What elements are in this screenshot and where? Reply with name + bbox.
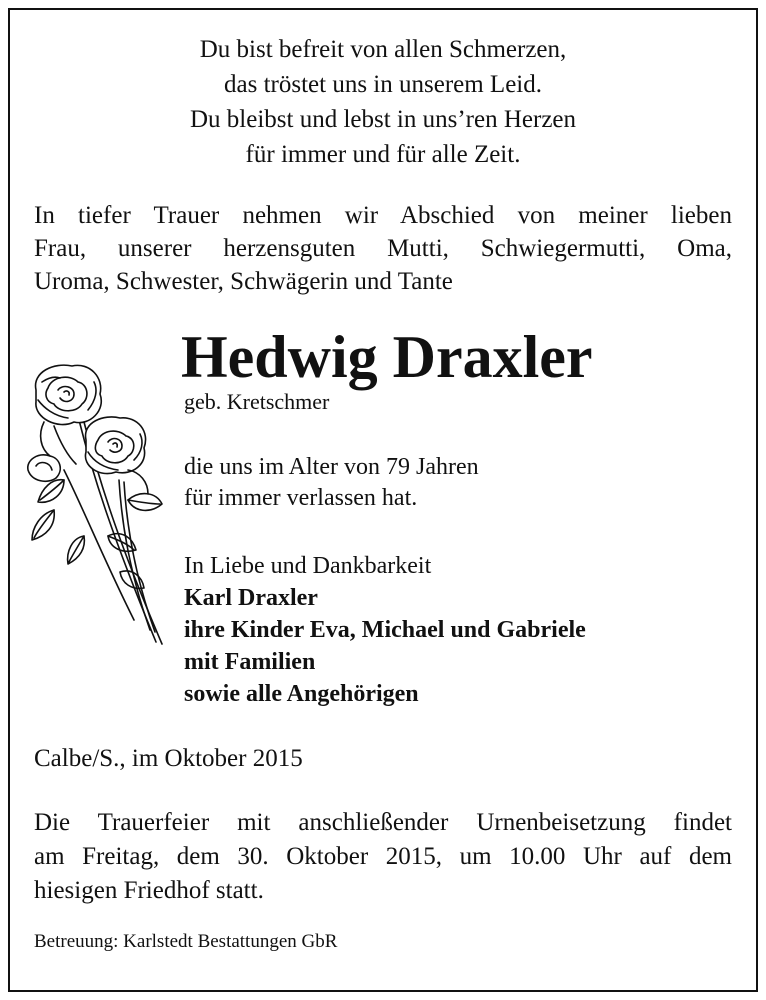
poem [0,32,766,172]
roses-icon [24,360,174,650]
mourner-name: mit Familien [184,649,316,675]
funeral-line: hiesigen Friedhof statt. [34,877,264,904]
intro-line: Uroma, Schwester, Schwägerin und Tante [34,268,453,295]
poem-line: Du bist befreit von allen Schmerzen, [199,36,567,63]
mourner-name: Karl Draxler [184,585,318,611]
funeral-info [34,806,732,908]
intro-line: Frau, unserer herzensguten Mutti, Schwiegermutti, Oma, [34,235,732,262]
mourners-block [184,550,586,710]
funeral-line: am Freitag, dem 30. Oktober 2015, um 10.00 Uhr auf dem [34,843,732,870]
age-line: für immer verlassen hat. [184,485,418,511]
mourner-name: ihre Kinder Eva, Michael und Gabriele [184,617,586,643]
poem-line: Du bleibst und lebst in uns’ren Herzen [189,106,577,133]
poem-line: für immer und für alle Zeit. [245,141,521,168]
age-text [184,452,479,514]
age-line: die uns im Alter von 79 Jahren [184,454,479,480]
deceased-name: Hedwig Draxler [181,324,593,390]
poem-line: das tröstet uns in unserem Leid. [224,71,542,98]
funeral-line: Die Trauerfeier mit anschließender Urnenbeisetzung findet [34,809,732,836]
place-date: Calbe/S., im Oktober 2015 [34,745,303,772]
intro-text [34,199,732,298]
maiden-name: geb. Kretschmer [184,389,330,414]
undertaker-credit: Betreuung: Karlstedt Bestattungen GbR [34,931,338,952]
mourner-name: sowie alle Angehörigen [184,681,419,707]
intro-line: In tiefer Trauer nehmen wir Abschied von meiner lieben [34,202,732,229]
mourners-heading: In Liebe und Dankbarkeit [184,553,432,579]
